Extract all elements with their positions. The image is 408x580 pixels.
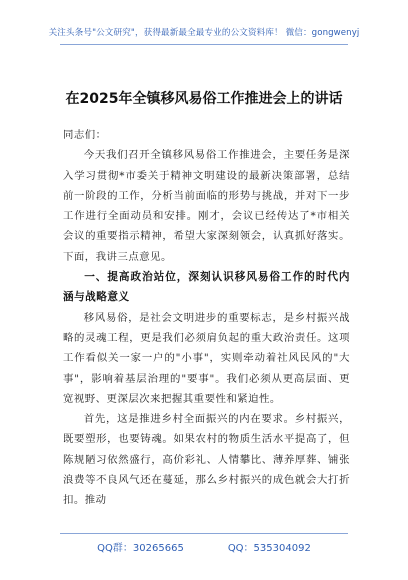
salutation: 同志们： <box>63 129 107 141</box>
header-divider <box>60 44 348 45</box>
footer-divider <box>60 533 348 534</box>
section-1-paragraph-1: 移风易俗，是社会文明进步的重要标志，是乡村振兴战略的灵魂工程，更是我们必须肩负起的重大政治责任。这项工作看似关一家一户的"小事"，实则牵动着社风民风的"大事"，影响着基层治理的"要事"。我们必须从更高层面、更宽视野、更深层次来把握其重要性和紧迫性。 <box>63 311 350 405</box>
section-1-heading: 一、提高政治站位，深刻认识移风易俗工作的时代内涵与战略意义 <box>63 271 350 304</box>
footer-qq-group: QQ群：30265665 <box>97 543 184 554</box>
footer-contact <box>0 539 408 554</box>
document-body <box>63 125 350 511</box>
document-title: 在2025年全镇移风易俗工作推进会上的讲话 <box>65 91 343 107</box>
header-banner: 关注头条号"公文研究"，获得最新最全最专业的公文资料库！ 微信：gongwenyj <box>48 28 360 38</box>
intro-paragraph: 今天我们召开全镇移风易俗工作推进会，主要任务是深入学习贯彻*市委关于精神文明建设的最新决策部署，总结前一阶段的工作，分析当前面临的形势与挑战，并对下一步工作进行全面动员和安排。刚才，会议已经传达了*市相关会议的重要指示精神，希望大家深刻领会，认真抓好落实。下面，我讲三点意见。 <box>63 149 350 263</box>
footer-qq: QQ：535304092 <box>227 543 311 554</box>
section-1-paragraph-2: 首先，这是推进乡村全面振兴的内在要求。乡村振兴，既要塑形，也要铸魂。如果农村的物质生活水平提高了，但陈规陋习依然盛行，高价彩礼、人情攀比、薄养厚葬、铺张浪费等不良风气还在蔓延，那么乡村振兴的成色就会大打折扣。推动 <box>63 413 350 507</box>
